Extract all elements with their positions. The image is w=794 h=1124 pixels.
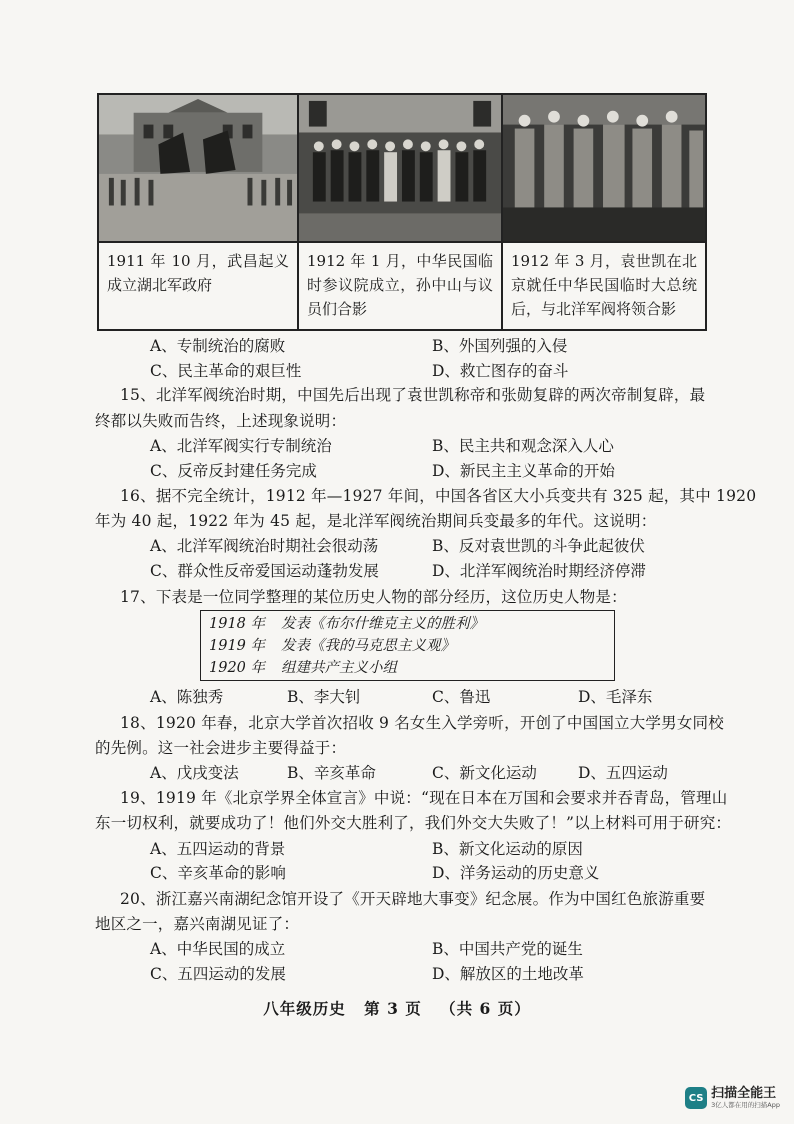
option-c: C、辛亥革命的影响: [150, 864, 286, 882]
bio-year: 1920 年: [209, 660, 266, 676]
question-18-stem: 18、1920 年春，北京大学首次招收 9 名女生入学旁听，开创了中国国立大学男女同校: [120, 714, 724, 732]
option-b: B、反对袁世凯的斗争此起彼伏: [432, 537, 645, 555]
question-19-stem: 19、1919 年《北京学界全体宣言》中说：“现在日本在万国和会要求并吞青岛，管理山: [120, 789, 728, 807]
photo-column-wuchang: [99, 95, 299, 329]
option-b: B、新文化运动的原因: [432, 840, 583, 858]
option-a: A、戊戌变法: [150, 764, 239, 782]
option-d: D、毛泽东: [578, 688, 653, 706]
bio-year: 1918 年: [209, 616, 266, 632]
question-15-stem-cont: 终都以失败而告终，上述现象说明：: [95, 412, 347, 430]
option-b: B、民主共和观念深入人心: [432, 437, 614, 455]
photo-caption: 1911 年 10 月，武昌起义成立湖北军政府: [107, 252, 289, 294]
option-a: A、北洋军阀实行专制统治: [150, 437, 332, 455]
option-a: A、中华民国的成立: [150, 940, 286, 958]
option-a: A、五四运动的背景: [150, 840, 286, 858]
question-17-stem: 17、下表是一位同学整理的某位历史人物的部分经历，这位历史人物是：: [120, 588, 627, 606]
photo-column-yuan: [503, 95, 705, 329]
footer-subject: 八年级历史: [263, 999, 346, 1018]
question-20-stem: 20、浙江嘉兴南湖纪念馆开设了《开天辟地大事变》纪念展。作为中国红色旅游重要: [120, 890, 706, 908]
option-c: C、鲁迅: [432, 688, 491, 706]
biography-row: [209, 657, 606, 679]
photo-caption: 1912 年 3 月，袁世凯在北京就任中华民国临时大总统后，与北洋军阀将领合影: [511, 252, 697, 318]
question-16-stem-cont: 年为 40 起，1922 年为 45 起，是北洋军阀统治期间兵变最多的年代。这说明：: [95, 512, 657, 530]
option-a: A、专制统治的腐败: [150, 337, 286, 355]
scanner-watermark: [685, 1086, 780, 1110]
option-c: C、民主革命的艰巨性: [150, 362, 302, 380]
senate-group-photo: [299, 95, 501, 243]
option-c: C、五四运动的发展: [150, 965, 286, 983]
wuchang-uprising-photo: [99, 95, 297, 243]
page-footer: [0, 997, 794, 1019]
option-b: B、李大钊: [287, 688, 361, 706]
biography-row: [209, 635, 606, 657]
option-b: B、辛亥革命: [287, 764, 376, 782]
bio-event: 发表《我的马克思主义观》: [281, 638, 455, 654]
question-16-stem: 16、据不完全统计，1912 年—1927 年间，中国各省区大小兵变共有 325 起，其中 1920: [120, 487, 757, 505]
option-b: B、中国共产党的诞生: [432, 940, 583, 958]
option-d: D、洋务运动的历史意义: [432, 864, 600, 882]
option-d: D、新民主主义革命的开始: [432, 462, 615, 480]
photo-table: [97, 93, 707, 331]
bio-year: 1919 年: [209, 638, 266, 654]
biography-table: [200, 610, 615, 681]
question-15-stem: 15、北洋军阀统治时期，中国先后出现了袁世凯称帝和张勋复辟的两次帝制复辟，最: [120, 386, 706, 404]
watermark-app-name: 扫描全能王: [711, 1086, 777, 1101]
option-d: D、五四运动: [578, 764, 668, 782]
photo-caption: 1912 年 1 月，中华民国临时参议院成立，孙中山与议员们合影: [307, 252, 493, 318]
option-b: B、外国列强的入侵: [432, 337, 568, 355]
option-c: C、反帝反封建任务完成: [150, 462, 317, 480]
question-20-stem-cont: 地区之一，嘉兴南湖见证了：: [95, 915, 300, 933]
option-a: A、北洋军阀统治时期社会很动荡: [150, 537, 379, 555]
bio-event: 组建共产主义小组: [281, 660, 397, 676]
question-18-stem-cont: 的先例。这一社会进步主要得益于：: [95, 739, 347, 757]
footer-page-number: 第 3 页: [364, 999, 422, 1018]
photo-column-senate: [299, 95, 503, 329]
option-d: D、解放区的土地改革: [432, 965, 584, 983]
watermark-tagline: 3亿人都在用的扫描App: [711, 1101, 780, 1109]
option-d: D、北洋军阀统治时期经济停滞: [432, 562, 646, 580]
option-c: C、新文化运动: [432, 764, 537, 782]
option-d: D、救亡图存的奋斗: [432, 362, 569, 380]
option-c: C、群众性反帝爱国运动蓬勃发展: [150, 562, 379, 580]
camscanner-logo-icon: CS: [685, 1087, 707, 1109]
biography-row: [209, 613, 606, 635]
footer-total-pages: （共 6 页）: [440, 999, 531, 1018]
option-a: A、陈独秀: [150, 688, 224, 706]
yuan-shikai-group-photo: [503, 95, 705, 243]
question-19-stem-cont: 东一切权利，就要成功了！他们外交大胜利了，我们外交大失败了！”以上材料可用于研究：: [95, 814, 732, 832]
bio-event: 发表《布尔什维克主义的胜利》: [281, 616, 484, 632]
